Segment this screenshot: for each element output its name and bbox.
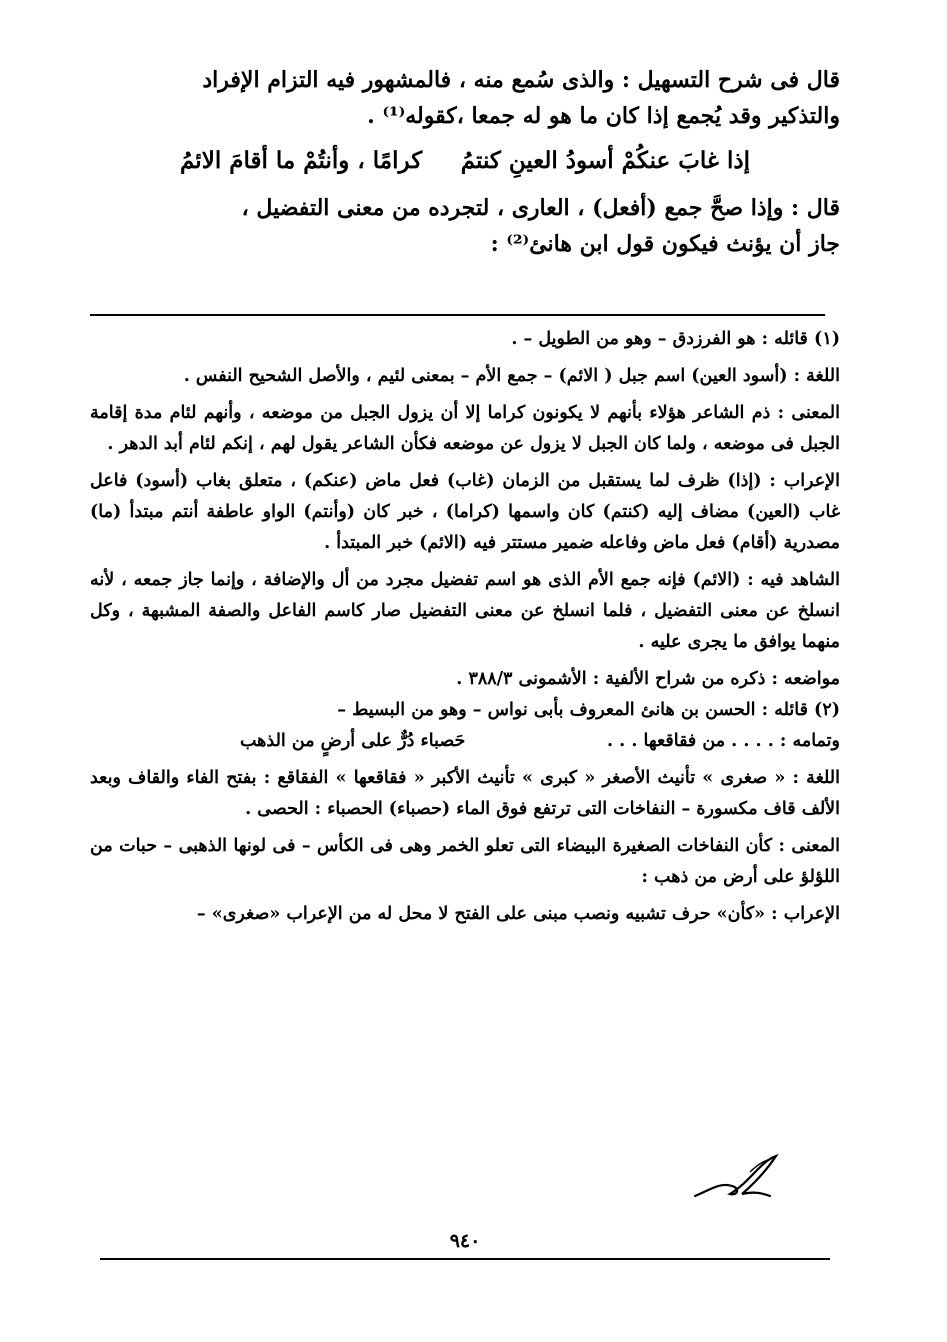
footnote-2-irab: الإعراب : «كأن» حرف تشبيه ونصب مبنى على الفتح لا محل له من الإعراب «صغرى» – bbox=[196, 904, 840, 924]
verse-second-hemistich: كرامًا ، وأنتُمْ ما أقامَ الائمُ bbox=[180, 147, 423, 174]
footnote-separator bbox=[90, 314, 825, 316]
bottom-rule bbox=[100, 1258, 830, 1260]
footnote-1-lugha: اللغة : (أسود العين) اسم جبل ( الائم) – جمع الأم – بمعنى لئيم ، والأصل الشحيح النفس . bbox=[183, 366, 840, 386]
footnote-2-header: (٢) قائله : الحسن بن هانئ المعروف بأبى نواس – وهو من البسيط – bbox=[337, 700, 840, 720]
footnote-1-shahid: الشاهد فيه : (الائم) فإنه جمع الأم الذى هو اسم تفضيل مجرد من أل والإضافة ، وإنما جاز جمعه ، لأنه انسلخ عن معنى التفضيل ، فلما انسلخ عن معنى التفضيل صار كاسم الفاعل والصفة المشبهة ، وكل منهما يوافق ما يجرى عليه . bbox=[90, 570, 840, 652]
tamam-first: وتمامه : . . . . من فقاقعها . . . bbox=[606, 731, 840, 751]
footnotes bbox=[90, 324, 840, 930]
footnote-2-maana: المعنى : كأن النفاخات الصغيرة البيضاء التى تعلو الخمر وهى فى الكأس – فى لونها الذهبى – حبات من اللؤلؤ على أرض من ذهب : bbox=[90, 836, 840, 887]
verse-first-hemistich: إذا غابَ عنكُمْ أسودُ العينِ كنتمُ bbox=[460, 147, 750, 174]
book-page bbox=[90, 62, 840, 1332]
footnote-1-mawadiuh: مواضعه : ذكره من شراح الألفية : الأشمونى ٣٨٨/٣ . bbox=[456, 669, 840, 689]
tamam-second: حَصباء دُرٌّ على أرضٍ من الذهب bbox=[240, 731, 466, 751]
main-text bbox=[90, 62, 840, 262]
main-line: قال فى شرح التسهيل : والذى سُمع منه ، فالمشهور فيه التزام الإفراد bbox=[202, 67, 840, 93]
poetry-verse bbox=[180, 138, 840, 184]
main-line: قال : وإذا صحَّ جمع (أفعل) ، العارى ، لتجرده من معنى التفضيل ، bbox=[241, 195, 840, 221]
footnote-2-lugha: اللغة : « صغرى » تأنيث الأصغر « كبرى » تأنيث الأكبر « فقاقعها » الفقاقع : بفتح الفاء والقاف وبعد الألف قاف مكسورة – النفاخات التى ترتفع فوق الماء (حصباء) الحصباء : الحصى . bbox=[90, 768, 840, 819]
footnote-1-header: (١) قائله : هو الفرزدق – وهو من الطويل – . bbox=[511, 329, 840, 349]
footnote-1-maana: المعنى : ذم الشاعر هؤلاء بأنهم لا يكونون كراما إلا أن يزول الجبل من موضعه ، وأنهم لئام مدة إقامة الجبل فى موضعه ، ولما كان الجبل لا يزول عن موضعه فكأن الشاعر يقول لهم ، إنكم لئام أبد الدهر . bbox=[90, 403, 840, 454]
page-number: ٩٤٠ bbox=[449, 1230, 481, 1252]
main-line: جاز أن يؤنث فيكون قول ابن هانئ⁽²⁾ : bbox=[490, 231, 840, 257]
footnote-1-irab: الإعراب : (إذا) ظرف لما يستقبل من الزمان (غاب) فعل ماض (عنكم) ، متعلق بغاب (أسود) فاعل غاب (العين) مضاف إليه (كنتم) كان واسمها (كراما) ، خبر كان (وأنتم) الواو عاطفة أنتم مبتدأ (ما) مصدرية (أقام) فعل ماض وفاعله ضمير مستتر فيه (الائم) خبر المبتدأ . bbox=[90, 471, 840, 553]
main-line: والتذكير وقد يُجمع إذا كان ما هو له جمعا ،كقوله⁽¹⁾ . bbox=[367, 103, 840, 129]
pen-signature-icon bbox=[690, 1152, 780, 1202]
footnote-2-tamam bbox=[240, 726, 840, 757]
